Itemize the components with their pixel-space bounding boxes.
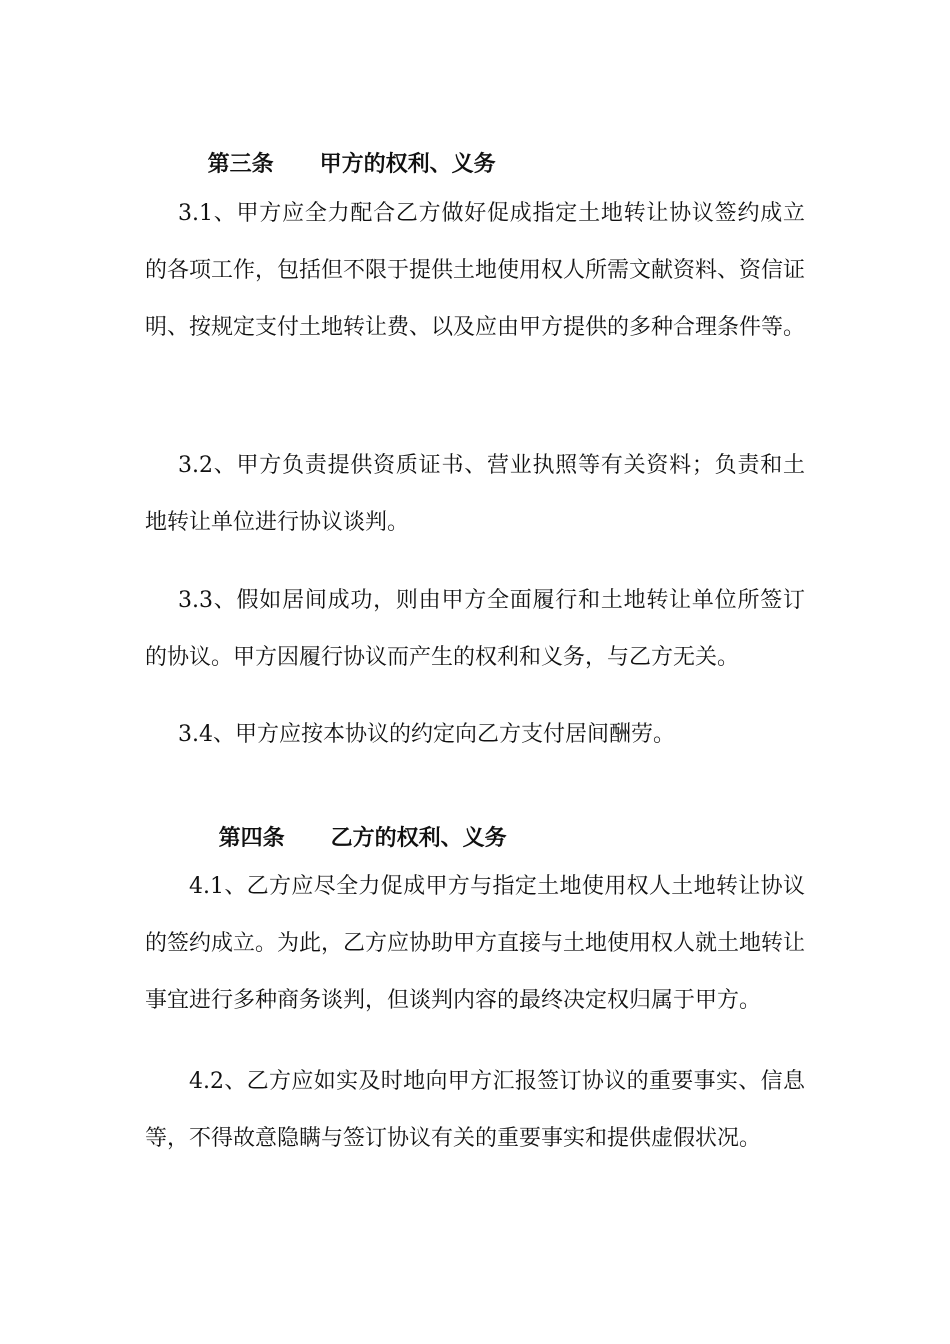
section-title: 甲方的权利、义务	[319, 152, 496, 177]
section-number: 第四条	[218, 826, 285, 851]
clause-4-1: 4.1、乙方应尽全力促成甲方与指定土地使用权人土地转让协议的签约成立。为此，乙方应协助甲方直接与土地使用权人就土地转让事宜进行多种商务谈判，但谈判内容的最终决定权归属于甲方。	[145, 874, 806, 1013]
section-title: 乙方的权利、义务	[330, 826, 507, 851]
clause-3-4: 3.4、甲方应按本协议的约定向乙方支付居间酬劳。	[178, 722, 675, 747]
clause-4-2: 4.2、乙方应如实及时地向甲方汇报签订协议的重要事实、信息等，不得故意隐瞒与签订协议有关的重要事实和提供虚假状况。	[145, 1069, 805, 1151]
section-number: 第三条	[207, 152, 274, 177]
clause-3-1: 3.1、甲方应全力配合乙方做好促成指定土地转让协议签约成立的各项工作，包括但不限于提供土地使用权人所需文献资料、资信证明、按规定支付土地转让费、以及应由甲方提供的多种合理条件等。	[145, 201, 806, 340]
clause-3-2: 3.2、甲方负责提供资质证书、营业执照等有关资料；负责和土地转让单位进行协议谈判。	[145, 453, 805, 535]
clause-3-3: 3.3、假如居间成功，则由甲方全面履行和土地转让单位所签订的协议。甲方因履行协议而产生的权利和义务，与乙方无关。	[145, 588, 805, 670]
